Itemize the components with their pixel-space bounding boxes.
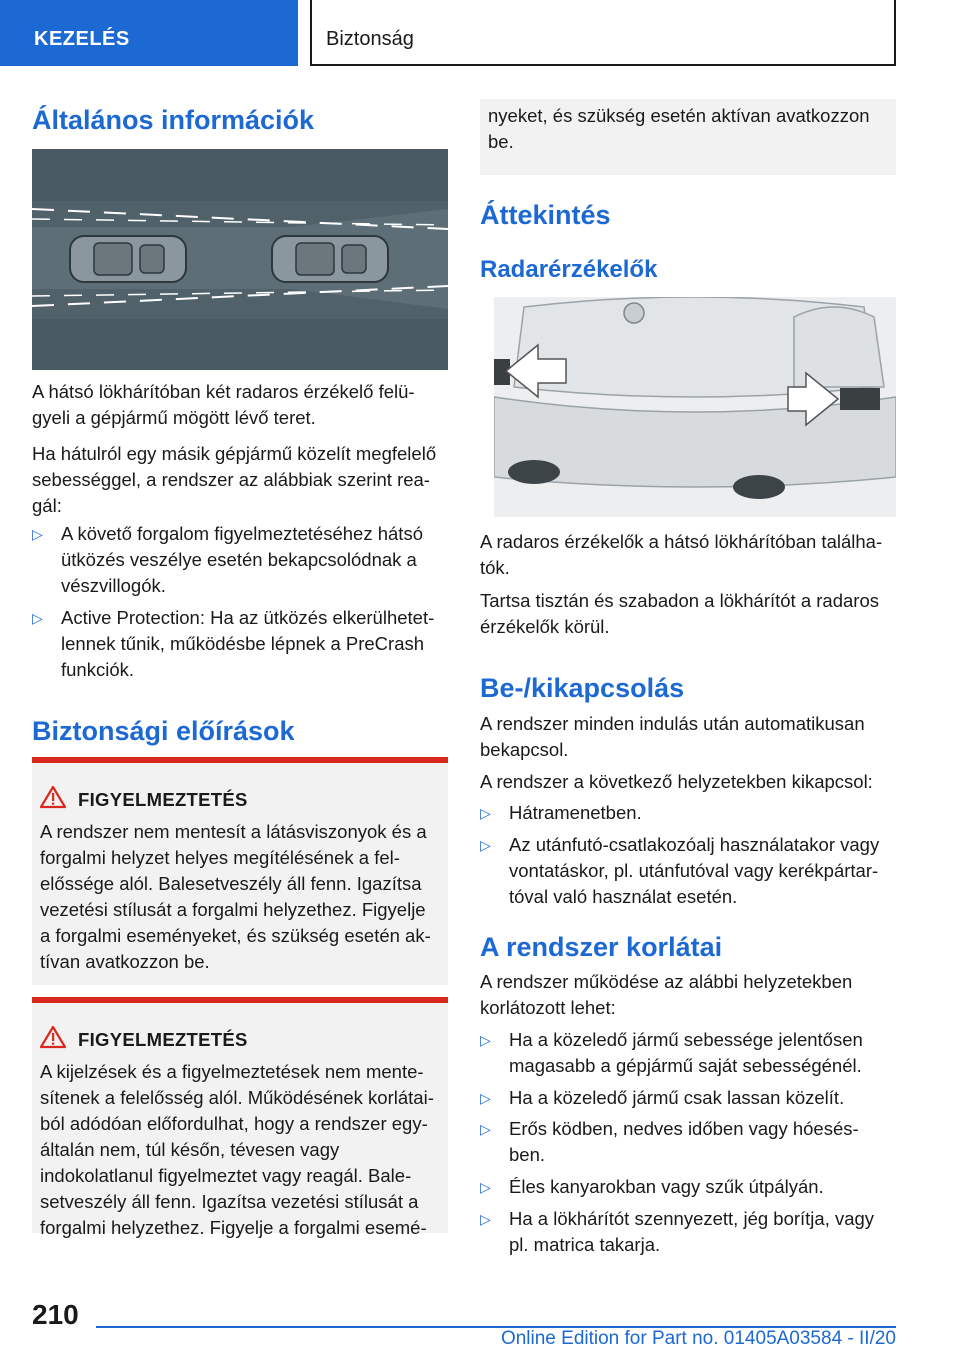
heading-general-info: Általános információk [32,105,315,135]
on-off-paragraph-1: A rendszer minden indulás után automatikusan bekapcsol. [480,713,865,760]
warning-text: A kijelzések és a figyelmeztetések nem mente- sítenek a felelősség alól. Működésének korlátai- ból adódóan előfordulhat, hogy a rendszer egy- általán nem, túl későn, tévesen vagy indokolatlanul figyelmeztet vagy reagál. Bale- setveszély áll fenn. Igazítsa vezetési stílusát a forgalmi helyzethez. Figyelje a forgalmi esemé- [40,1061,434,1238]
warning-box [32,997,448,1238]
limits-paragraph: A rendszer működése az alábbi helyzetekben korlátozott lehet: [480,971,853,1018]
heading-on-off: Be-/kikapcsolás [480,673,685,703]
triangle-bullet-icon: ▷ [480,1090,491,1106]
list-item: ▷ Active Protection: Ha az ütközés elkerülhetet- lennek tűnik, működésbe lépnek a PreCrash funkciók. [32,607,435,680]
radar-paragraph-2: Tartsa tisztán és szabadon a lökhárítót a radaros érzékelők körül. [480,590,879,637]
triangle-bullet-icon: ▷ [480,1211,491,1227]
warning-box [32,757,448,985]
warning-title: FIGYELMEZTETÉS [78,1029,248,1050]
section-label: KEZELÉS [34,28,130,50]
section-tab [0,0,298,66]
list-item: ▷ A követő forgalom figyelmeztetéséhez hátsó ütközés veszélye esetén bekapcsolódnak a vészvillogók. [32,523,423,596]
header-title-box [310,0,896,66]
heading-overview: Áttekintés [480,200,611,230]
warning-continuation-text: nyeket, és szükség esetén aktívan avatkozzon be. [488,105,870,152]
list-item: ▷ Ha a közeledő jármű sebessége jelentősen magasabb a gépjármű saját sebességénél. [480,1029,863,1076]
on-off-paragraph-2: A rendszer a következő helyzetekben kikapcsol: [480,771,873,792]
warning-triangle-icon [40,785,66,809]
chapter-title: Biztonság [326,28,414,50]
illustration-road-cars [32,149,448,370]
triangle-bullet-icon: ▷ [480,1121,491,1137]
heading-safety: Biztonsági előírások [32,716,295,746]
radar-sensor-right-icon [840,388,880,410]
triangle-bullet-icon: ▷ [480,837,491,853]
heading-limits: A rendszer korlátai [480,932,723,962]
warning-title: FIGYELMEZTETÉS [78,789,248,810]
intro-paragraph-2: Ha hátulról egy másik gépjármű közelít megfelelő sebességgel, a rendszer az alábbiak szerint rea- gál: [32,443,437,516]
list-item: ▷ Ha a közeledő jármű csak lassan közelít. [480,1085,900,1111]
warning-continuation-box [480,99,896,175]
illustration-rear-bumper [494,297,896,517]
edition-link[interactable]: Online Edition for Part no. 01405A03584 - II/20 [500,1328,896,1349]
warning-text: A rendszer nem mentesít a látásviszonyok és a forgalmi helyzet helyes megítélésének a fel- előssége alól. Balesetveszély áll fenn. Igazítsa vezetési stílusát a forgalmi helyzethez. Figyelje a forgalmi eseményeket, és szükség esetén ak- tívan avatkozzon be. [40,821,431,972]
list-item: ▷ Az utánfutó-csatlakozóalj használatakor vagy vontatáskor, pl. utánfutóval vagy kerékpártar- tóval való használat esetén. [480,834,880,907]
intro-paragraph-1: A hátsó lökhárítóban két radaros érzékelő felü- gyeli a gépjármű mögött lévő teret. [32,381,415,428]
list-item: ▷ Erős ködben, nedves időben vagy hóesés- ben. [480,1118,859,1165]
triangle-bullet-icon: ▷ [480,1032,491,1048]
triangle-bullet-icon: ▷ [32,610,43,626]
car-following-icon [70,236,186,282]
list-item: ▷ Ha a lökhárítót szennyezett, jég borítja, vagy pl. matrica takarja. [480,1208,875,1255]
triangle-bullet-icon: ▷ [480,1179,491,1195]
car-own-icon [272,236,388,282]
triangle-bullet-icon: ▷ [480,805,491,821]
triangle-bullet-icon: ▷ [32,526,43,542]
radar-paragraph-1: A radaros érzékelők a hátsó lökhárítóban találha- tók. [480,531,883,578]
list-item: ▷ Hátramenetben. [480,800,900,826]
page-number: 210 [32,1299,79,1330]
heading-radar-sensors: Radarérzékelők [480,256,658,283]
list-item: ▷ Éles kanyarokban vagy szűk útpályán. [480,1174,900,1200]
warning-triangle-icon [40,1025,66,1049]
